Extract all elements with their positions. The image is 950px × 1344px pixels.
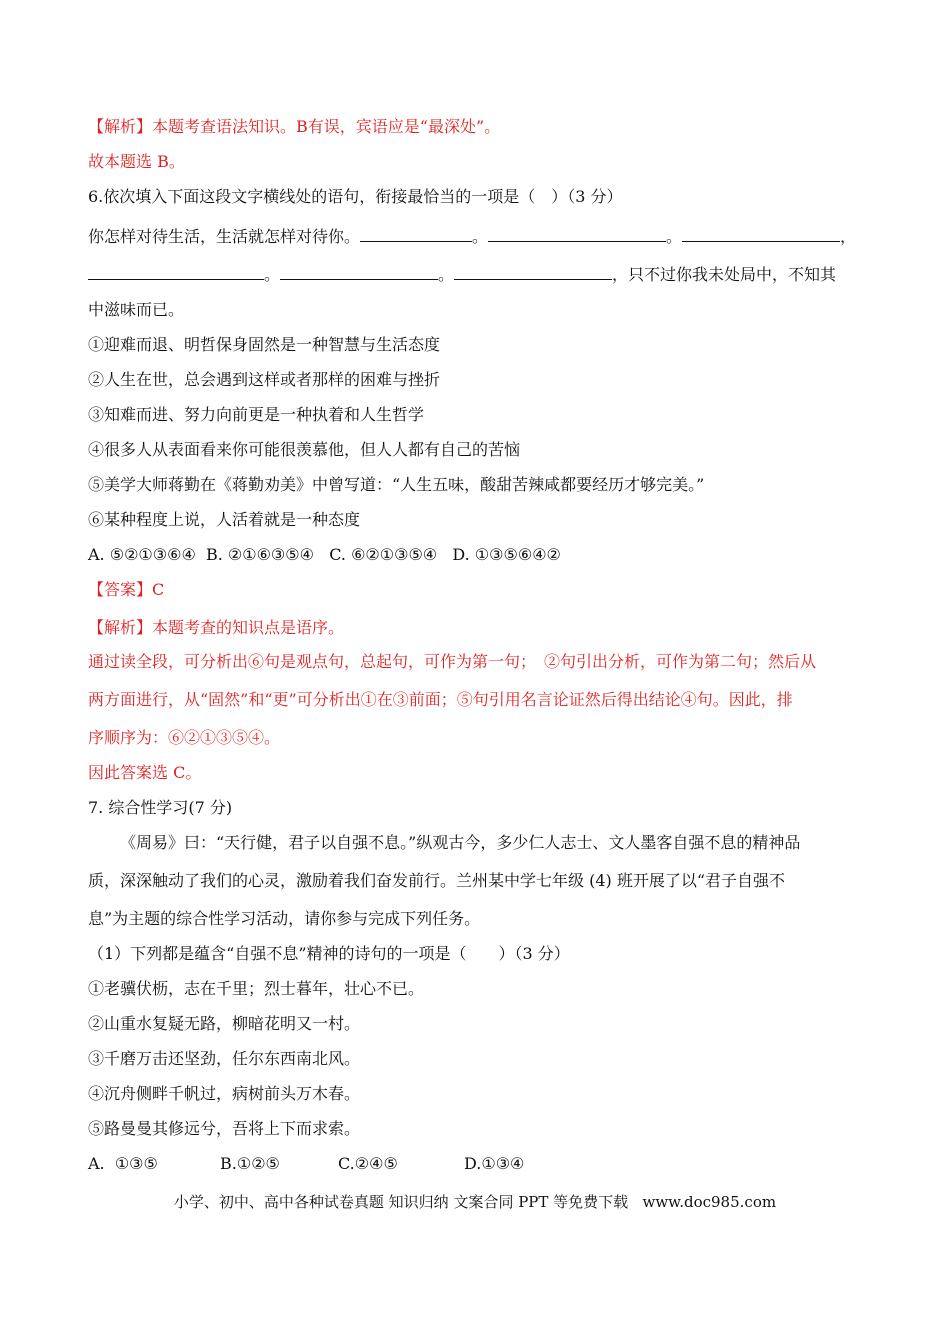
option-d: D.①③④ bbox=[464, 1154, 525, 1173]
q6-passage-line-2 bbox=[88, 263, 836, 286]
analysis-tag: 【解析】 bbox=[88, 618, 153, 637]
fill-blank-2 bbox=[488, 225, 666, 242]
q7-intro-line-3: 息”为主题的综合性学习活动，请你参与完成下列任务。 bbox=[88, 909, 481, 928]
q6-item-3: ③知难而进、努力向前更是一种执着和人生哲学 bbox=[88, 405, 425, 424]
page-footer: 小学、初中、高中各种试卷真题 知识归纳 文案合同 PPT 等免费下载 www.doc985.com bbox=[173, 1193, 777, 1211]
option-c: C. ⑥②①③⑤④ bbox=[329, 545, 438, 564]
q6-stem: 6.依次填入下面这段文字横线处的语句，衔接最恰当的一项是（ ）（3 分） bbox=[88, 187, 623, 206]
option-a: A. ⑤②①③⑥④ bbox=[88, 545, 196, 564]
punct: 。 bbox=[666, 227, 683, 246]
q6-explanation-line-3: 序顺序为：⑥②①③⑤④。 bbox=[88, 728, 281, 747]
option-b: B. ②①⑥③⑤④ bbox=[205, 545, 314, 564]
q7-intro-line-1: 《周易》曰：“天行健，君子以自强不息。”纵观古今，多少仁人志士、文人墨客自强不息的精神品 bbox=[120, 833, 801, 852]
q7-item-2: ②山重水复疑无路，柳暗花明又一村。 bbox=[88, 1014, 361, 1033]
q6-item-2: ②人生在世，总会遇到这样或者那样的困难与挫折 bbox=[88, 370, 441, 389]
passage-tail: ，只不过你我未处局中，不知其 bbox=[612, 265, 837, 284]
q7-item-4: ④沉舟侧畔千帆过，病树前头万木春。 bbox=[88, 1084, 361, 1103]
q7-item-5: ⑤路曼曼其修远兮，吾将上下而求索。 bbox=[88, 1119, 361, 1138]
punct: 。 bbox=[438, 265, 455, 284]
analysis-text: 本题考查的知识点是语序。 bbox=[152, 618, 345, 637]
q6-options bbox=[88, 544, 561, 566]
q6-conclusion: 因此答案选 C。 bbox=[88, 763, 202, 782]
analysis-tag: 【解析】 bbox=[88, 117, 153, 136]
fill-blank-3 bbox=[682, 225, 840, 242]
analysis-text: 本题考查语法知识。B有误，宾语应是“最深处”。 bbox=[152, 117, 501, 136]
q6-item-4: ④很多人从表面看来你可能很羡慕他，但人人都有自己的苦恼 bbox=[88, 440, 521, 459]
option-d: D. ①③⑤⑥④② bbox=[452, 545, 561, 564]
fill-blank-6 bbox=[454, 263, 612, 280]
q6-answer bbox=[88, 579, 164, 601]
punct: 。 bbox=[472, 227, 489, 246]
q7-sub-question-1: （1）下列都是蕴含“自强不息”精神的诗句的一项是（ ）（3 分） bbox=[88, 944, 570, 963]
q7-item-1: ①老骥伏枥，志在千里；烈士暮年，壮心不已。 bbox=[88, 979, 425, 998]
q5-analysis bbox=[88, 116, 500, 138]
answer-tag: 【答案】 bbox=[88, 580, 153, 599]
q6-explanation-line-2: 两方面进行，从“固然”和“更”可分析出①在③前面；⑤句引用名言论证然后得出结论④句。因此，排 bbox=[88, 690, 793, 709]
q6-passage-line-3: 中滋味而已。 bbox=[88, 300, 185, 319]
q6-item-5: ⑤美学大师蒋勤在《蒋勤劝美》中曾写道：“人生五味，酸甜苦辣咸都要经历才够完美。” bbox=[88, 475, 705, 494]
q6-passage-line-1 bbox=[88, 225, 856, 248]
option-c: C.②④⑤ bbox=[338, 1154, 398, 1173]
fill-blank-1 bbox=[360, 225, 472, 242]
q7-item-3: ③千磨万击还坚劲，任尔东西南北风。 bbox=[88, 1049, 361, 1068]
q7-title: 7. 综合性学习(7 分) bbox=[88, 798, 233, 817]
answer-value: C bbox=[152, 580, 165, 599]
passage-start: 你怎样对待生活，生活就怎样对待你。 bbox=[88, 227, 361, 246]
q7-intro-line-2: 质，深深触动了我们的心灵，激励着我们奋发前行。兰州某中学七年级 (4) 班开展了以“君子自强不 bbox=[88, 871, 786, 890]
q6-item-1: ①迎难而退、明哲保身固然是一种智慧与生活态度 bbox=[88, 335, 441, 354]
option-b: B.①②⑤ bbox=[220, 1154, 280, 1173]
q7-options bbox=[88, 1153, 524, 1175]
q6-explanation-line-1: 通过读全段，可分析出⑥句是观点句，总起句，可作为第一句； ②句引出分析，可作为第二句；然后从 bbox=[88, 652, 817, 671]
q6-analysis bbox=[88, 617, 344, 639]
option-a: A. ①③⑤ bbox=[88, 1154, 158, 1173]
punct: 。 bbox=[264, 265, 281, 284]
punct: ， bbox=[840, 227, 857, 246]
fill-blank-5 bbox=[280, 263, 438, 280]
q5-conclusion: 故本题选 B。 bbox=[88, 152, 185, 171]
q6-item-6: ⑥某种程度上说，人活着就是一种态度 bbox=[88, 510, 361, 529]
fill-blank-4 bbox=[88, 263, 264, 280]
